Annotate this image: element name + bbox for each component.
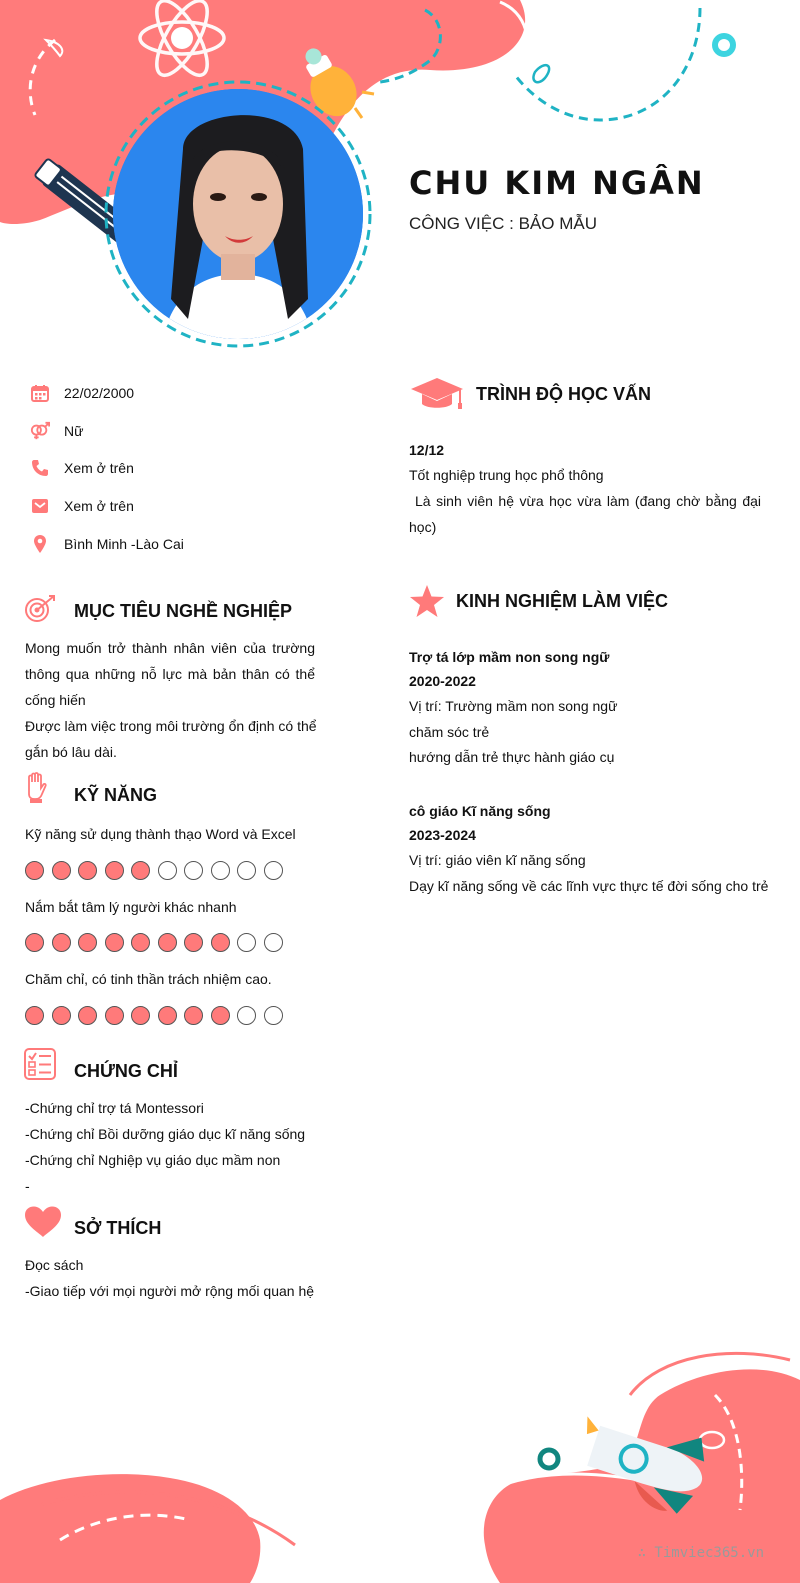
rating-dot-filled [52, 1006, 71, 1025]
rating-dot-filled [78, 1006, 97, 1025]
email-text: Xem ở trên [64, 498, 134, 514]
job-title: CÔNG VIỆC : BẢO MẪU [409, 214, 597, 233]
section-title-hobbies: SỞ THÍCH [74, 1218, 162, 1238]
job-1-line-2: chăm sóc trẻ [409, 724, 490, 740]
rating-dot-filled [25, 1006, 44, 1025]
rating-dot-filled [184, 1006, 203, 1025]
hobby-item-1: Đọc sách [25, 1257, 84, 1273]
skill-rating-2 [25, 933, 283, 952]
rating-dot-empty [264, 1006, 283, 1025]
job-2-period: 2023-2024 [409, 827, 476, 843]
avatar [113, 89, 363, 339]
rating-dot-filled [25, 861, 44, 880]
rating-dot-filled [158, 1006, 177, 1025]
section-title-skills: KỸ NĂNG [74, 785, 158, 805]
target-icon [24, 594, 58, 629]
info-address [30, 532, 184, 556]
rating-dot-filled [52, 861, 71, 880]
calendar-icon [30, 383, 50, 403]
checklist-icon [24, 1048, 56, 1085]
rating-dot-empty [184, 861, 203, 880]
objective-line-1: Mong muốn trở thành nhân viên của trường thông qua những nỗ lực mà bản thân có thể cống hiến [25, 640, 315, 708]
star-icon [409, 584, 445, 623]
rating-dot-filled [131, 861, 150, 880]
info-email [30, 494, 134, 518]
candidate-name: CHU KIM NGÂN [409, 164, 705, 202]
job-2-line-2: Dạy kĩ năng sống về các lĩnh vực thực tế đời sống cho trẻ [409, 878, 769, 894]
skill-label-2: Nắm bắt tâm lý người khác nhanh [25, 899, 237, 915]
phone-icon [30, 458, 50, 478]
info-birthday [30, 381, 134, 405]
skill-label-3: Chăm chỉ, có tinh thần trách nhiệm cao. [25, 971, 272, 987]
skill-label-1: Kỹ năng sử dụng thành thạo Word và Excel [25, 826, 296, 842]
section-title-education: TRÌNH ĐỘ HỌC VẤN [476, 384, 651, 404]
rating-dot-filled [52, 933, 71, 952]
rating-dot-filled [184, 933, 203, 952]
job-2-line-1: Vị trí: giáo viên kĩ năng sống [409, 852, 586, 868]
section-title-certificates: CHỨNG CHỈ [74, 1061, 178, 1081]
rating-dot-empty [237, 933, 256, 952]
hobby-item-2: -Giao tiếp với mọi người mở rộng mối quan hệ [25, 1283, 315, 1299]
rating-dot-empty [264, 933, 283, 952]
job-2-company: cô giáo Kĩ năng sống [409, 803, 551, 819]
rating-dot-empty [237, 861, 256, 880]
rating-dot-filled [105, 861, 124, 880]
rating-dot-filled [131, 1006, 150, 1025]
watermark: ∴ Timviec365.vn [637, 1545, 764, 1561]
address-text: Bình Minh -Lào Cai [64, 536, 184, 552]
rating-dot-empty [158, 861, 177, 880]
education-line-1: Tốt nghiệp trung học phổ thông [409, 467, 604, 483]
gender-text: Nữ [64, 423, 84, 439]
certificate-item-4: - [25, 1178, 30, 1194]
rating-dot-empty [211, 861, 230, 880]
birthday-text: 22/02/2000 [64, 385, 135, 401]
rating-dot-empty [264, 861, 283, 880]
skill-rating-3 [25, 1006, 283, 1025]
job-1-line-3: hướng dẫn trẻ thực hành giáo cụ [409, 749, 615, 765]
graduation-cap-icon [409, 376, 465, 417]
education-line-2: Là sinh viên hệ vừa học vừa làm (đang chờ bằng đại học) [409, 493, 761, 535]
rating-dot-filled [158, 933, 177, 952]
rating-dot-filled [211, 933, 230, 952]
rating-dot-filled [25, 933, 44, 952]
profile-photo [113, 89, 363, 339]
heart-icon [24, 1206, 62, 1243]
objective-line-2: Được làm việc trong môi trường ổn định có thể gắn bó lâu dài. [25, 718, 317, 760]
gender-icon [30, 421, 50, 441]
phone-text: Xem ở trên [64, 460, 134, 476]
location-pin-icon [30, 534, 50, 554]
certificate-item-2: -Chứng chỉ Bồi dưỡng giáo dục kĩ năng sống [25, 1126, 306, 1142]
education-level: 12/12 [409, 442, 445, 458]
job-1-line-1: Vị trí: Trường mầm non song ngữ [409, 698, 618, 714]
rating-dot-filled [131, 933, 150, 952]
rating-dot-filled [105, 933, 124, 952]
job-1-company: Trợ tá lớp mầm non song ngữ [409, 649, 610, 665]
section-title-experience: KINH NGHIỆM LÀM VIỆC [456, 591, 669, 611]
hand-icon [25, 772, 47, 809]
email-icon [30, 496, 50, 516]
rating-dot-filled [78, 933, 97, 952]
rating-dot-filled [78, 861, 97, 880]
info-gender [30, 419, 83, 443]
info-phone [30, 456, 134, 480]
skill-rating-1 [25, 861, 283, 880]
certificate-item-3: -Chứng chỉ Nghiệp vụ giáo dục mầm non [25, 1152, 281, 1168]
job-1-period: 2020-2022 [409, 673, 476, 689]
certificate-item-1: -Chứng chỉ trợ tá Montessori [25, 1100, 204, 1116]
rating-dot-filled [211, 1006, 230, 1025]
rating-dot-empty [237, 1006, 256, 1025]
section-title-objective: MỤC TIÊU NGHỀ NGHIỆP [74, 601, 293, 621]
rating-dot-filled [105, 1006, 124, 1025]
